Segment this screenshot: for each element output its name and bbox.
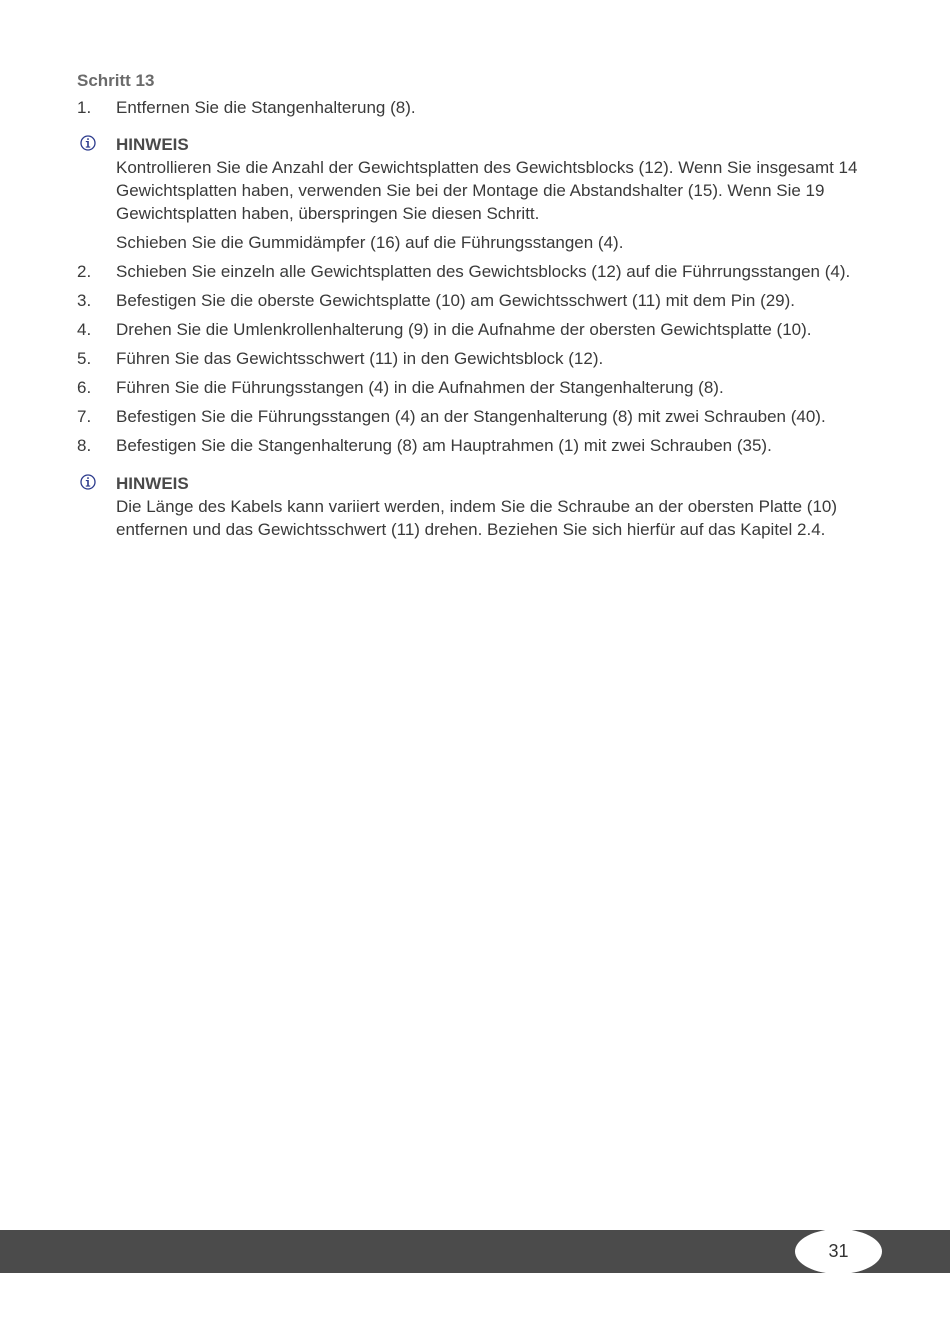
info-icon xyxy=(80,135,96,151)
step-text: Befestigen Sie die Stangenhalterung (8) am Hauptrahmen (1) mit zwei Schrauben (35). xyxy=(116,436,772,455)
note-hinweis-1 xyxy=(77,133,872,225)
step-1 xyxy=(77,96,872,119)
step-7 xyxy=(77,405,872,428)
step-3 xyxy=(77,289,872,312)
step-number: 2. xyxy=(77,262,92,281)
step-number: 4. xyxy=(77,320,92,339)
step-6 xyxy=(77,376,872,399)
step-text: Befestigen Sie die Führungsstangen (4) an der Stangenhalterung (8) mit zwei Schrauben (40). xyxy=(116,407,826,426)
note-label: HINWEIS xyxy=(116,474,189,493)
step-number: 7. xyxy=(77,407,92,426)
step-number: 3. xyxy=(77,291,92,310)
note-text: Die Länge des Kabels kann variiert werden, indem Sie die Schraube an der obersten Platte (10) entfernen und das Gewichtsschwert (11) drehen. Beziehen Sie sich hierfür auf das Kapitel 2.4. xyxy=(116,497,838,539)
step-5 xyxy=(77,347,872,370)
step-number: 6. xyxy=(77,378,92,397)
step-text: Befestigen Sie die oberste Gewichtsplatte (10) am Gewichtsschwert (11) mit dem Pin (29). xyxy=(116,291,796,310)
step-text: Entfernen Sie die Stangenhalterung (8). xyxy=(116,98,416,117)
page-number: 31 xyxy=(795,1229,882,1274)
step-number: 1. xyxy=(77,98,92,117)
step-8 xyxy=(77,434,872,457)
note-hinweis-2 xyxy=(77,472,872,541)
step-2 xyxy=(77,260,872,283)
step-text: Führen Sie die Führungsstangen (4) in die Aufnahmen der Stangenhalterung (8). xyxy=(116,378,724,397)
paragraph-dampers: Schieben Sie die Gummidämpfer (16) auf die Führungsstangen (4). xyxy=(116,233,624,252)
step-text: Drehen Sie die Umlenkrollenhalterung (9) in die Aufnahme der obersten Gewichtsplatte (10). xyxy=(116,320,812,339)
note-label: HINWEIS xyxy=(116,135,189,154)
step-text: Schieben Sie einzeln alle Gewichtsplatten des Gewichtsblocks (12) auf die Führrungsstangen (4). xyxy=(116,262,851,281)
info-icon xyxy=(80,474,96,490)
page-content xyxy=(77,70,872,541)
step-title: Schritt 13 xyxy=(77,71,155,90)
note-text: Kontrollieren Sie die Anzahl der Gewichtsplatten des Gewichtsblocks (12). Wenn Sie insgesamt 14 Gewichtsplatten haben, verwenden Sie bei der Montage die Abstandshalter (15). Wenn Sie 19 Gewichtsplatten haben, überspringen Sie diesen Schritt. xyxy=(116,158,858,223)
step-4 xyxy=(77,318,872,341)
step-number: 8. xyxy=(77,436,92,455)
step-number: 5. xyxy=(77,349,92,368)
step-text: Führen Sie das Gewichtsschwert (11) in den Gewichtsblock (12). xyxy=(116,349,604,368)
